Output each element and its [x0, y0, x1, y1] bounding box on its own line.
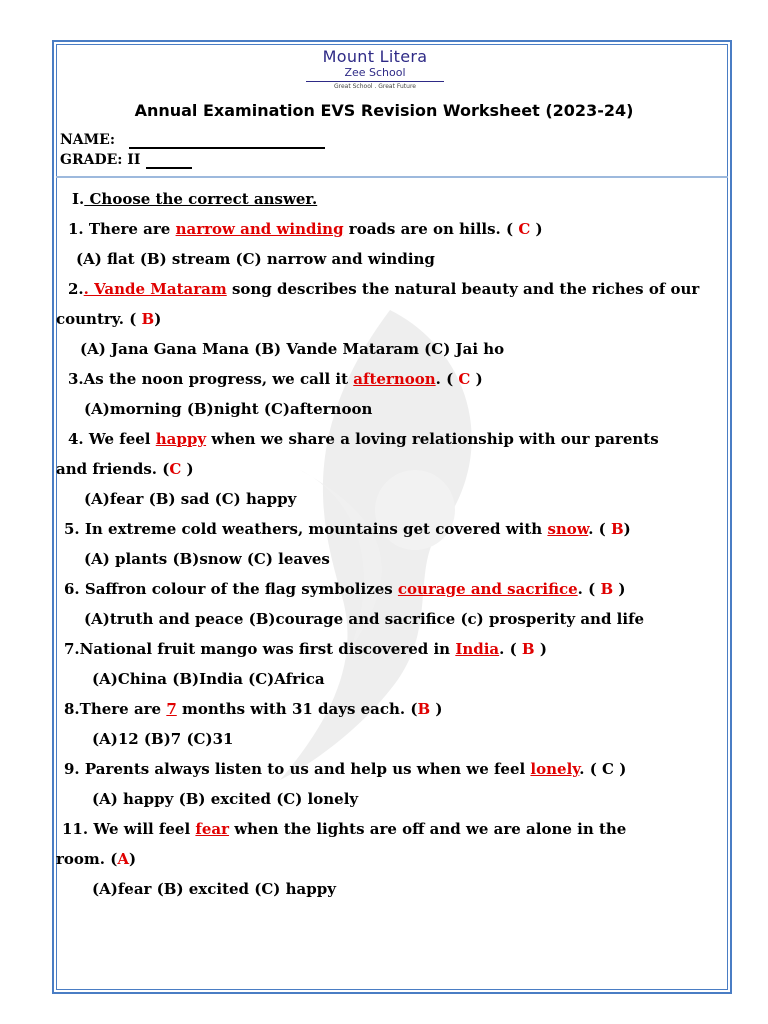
answer-text: lonely	[530, 760, 580, 778]
line-text: . (	[588, 520, 611, 538]
line-text: )	[128, 850, 137, 868]
line-text: (A)12 (B)7 (C)31	[92, 730, 234, 748]
line-text: (A) flat (B) stream (C) narrow and winding	[76, 250, 435, 268]
answer-text: B	[600, 580, 614, 598]
line-text: (A) plants (B)snow (C) leaves	[84, 550, 330, 568]
line-text: and friends. (	[56, 460, 170, 478]
worksheet-line	[64, 519, 631, 539]
line-text: (A)China (B)India (C)Africa	[92, 670, 325, 688]
answer-text: A	[117, 850, 129, 868]
answer-text: courage and sacrifice	[397, 580, 578, 598]
line-text: )	[530, 220, 543, 238]
worksheet-line	[68, 429, 659, 449]
answer-text: B	[610, 520, 624, 538]
worksheet-line	[64, 639, 547, 659]
worksheet-line	[84, 549, 330, 569]
school-logo	[300, 48, 450, 92]
line-text: (A)fear (B) excited (C) happy	[92, 880, 336, 898]
line-text: when the lights are off and we are alone in the	[229, 820, 627, 838]
worksheet-line	[62, 819, 626, 839]
worksheet-line	[56, 849, 136, 869]
name-blank	[129, 133, 325, 149]
line-text: . (	[435, 370, 459, 388]
answer-text: snow	[547, 520, 589, 538]
line-text: 4. We feel	[68, 430, 156, 448]
logo-subtitle: Zee School	[306, 66, 444, 82]
worksheet-line	[92, 729, 233, 749]
answer-text: 7	[166, 700, 177, 718]
answer-text: happy	[155, 430, 207, 448]
answer-text: C	[169, 460, 182, 478]
answer-text: C	[518, 220, 531, 238]
line-text: (A) happy (B) excited (C) lonely	[92, 790, 359, 808]
line-text: when we share a loving relationship with our parents	[206, 430, 659, 448]
worksheet-line	[64, 579, 625, 599]
worksheet-line	[92, 789, 358, 809]
answer-text: fear	[195, 820, 230, 838]
worksheet-line	[64, 699, 442, 719]
line-text: )	[613, 580, 626, 598]
line-text: 3.As the noon progress, we call it	[68, 370, 354, 388]
line-text: 7.National fruit mango was first discovered in	[64, 640, 456, 658]
line-text: )	[623, 520, 631, 538]
name-label: NAME:	[60, 132, 115, 148]
worksheet-line	[80, 339, 504, 359]
section-number: I.	[72, 190, 85, 208]
worksheet-line	[84, 489, 296, 509]
line-text: . (	[577, 580, 601, 598]
line-text: . ( C )	[579, 760, 627, 778]
worksheet-line	[56, 459, 194, 479]
line-text: 9. Parents always listen to us and help us when we feel	[64, 760, 531, 778]
logo-name: Mount Litera	[322, 47, 428, 66]
line-text: )	[154, 310, 162, 328]
line-text: months with 31 days each. (	[176, 700, 418, 718]
line-text: 2.	[68, 280, 84, 298]
line-text: . (	[499, 640, 522, 658]
grade-field	[60, 151, 192, 169]
line-text: (A)fear (B) sad (C) happy	[84, 490, 297, 508]
line-text: 6. Saffron colour of the flag symbolizes	[64, 580, 398, 598]
line-text: roads are on hills. (	[343, 220, 519, 238]
line-text: )	[430, 700, 443, 718]
line-text: )	[470, 370, 483, 388]
worksheet-line	[64, 759, 626, 779]
line-text: )	[181, 460, 194, 478]
worksheet-line	[68, 279, 699, 299]
worksheet-line	[84, 399, 372, 419]
answer-text: India	[455, 640, 500, 658]
answer-text: C	[458, 370, 471, 388]
line-text: )	[534, 640, 547, 658]
answer-text: . Vande Mataram	[83, 280, 227, 298]
worksheet-line	[68, 219, 543, 239]
worksheet-line	[84, 609, 644, 629]
header-divider	[56, 176, 728, 178]
section-heading	[72, 189, 317, 209]
line-text: (A)morning (B)night (C)afternoon	[84, 400, 373, 418]
line-text: 5. In extreme cold weathers, mountains get covered with	[64, 520, 548, 538]
grade-blank	[146, 154, 192, 169]
line-text: 11. We will feel	[62, 820, 196, 838]
worksheet-line	[68, 369, 483, 389]
worksheet-line	[76, 249, 435, 269]
line-text: 1. There are	[68, 220, 176, 238]
answer-text: B	[141, 310, 155, 328]
worksheet-line	[56, 309, 161, 329]
answer-text: B	[417, 700, 431, 718]
answer-text: afternoon	[353, 370, 436, 388]
worksheet-line	[92, 669, 325, 689]
worksheet-line	[92, 879, 336, 899]
name-field	[60, 131, 325, 149]
grade-label: GRADE: II	[60, 152, 141, 168]
line-text: country. (	[56, 310, 142, 328]
line-text: (A) Jana Gana Mana (B) Vande Mataram (C) Jai ho	[80, 340, 505, 358]
section-title: Choose the correct answer.	[84, 190, 318, 208]
logo-tagline: Great School . Great Future	[334, 83, 416, 90]
line-text: (A)truth and peace (B)courage and sacrifice (c) prosperity and life	[84, 610, 645, 628]
line-text: room. (	[56, 850, 118, 868]
line-text: 8.There are	[64, 700, 167, 718]
answer-text: B	[521, 640, 535, 658]
answer-text: narrow and winding	[175, 220, 344, 238]
line-text: song describes the natural beauty and the riches of our	[226, 280, 700, 298]
worksheet-title: Annual Examination EVS Revision Worksheet (2023-24)	[134, 101, 634, 120]
